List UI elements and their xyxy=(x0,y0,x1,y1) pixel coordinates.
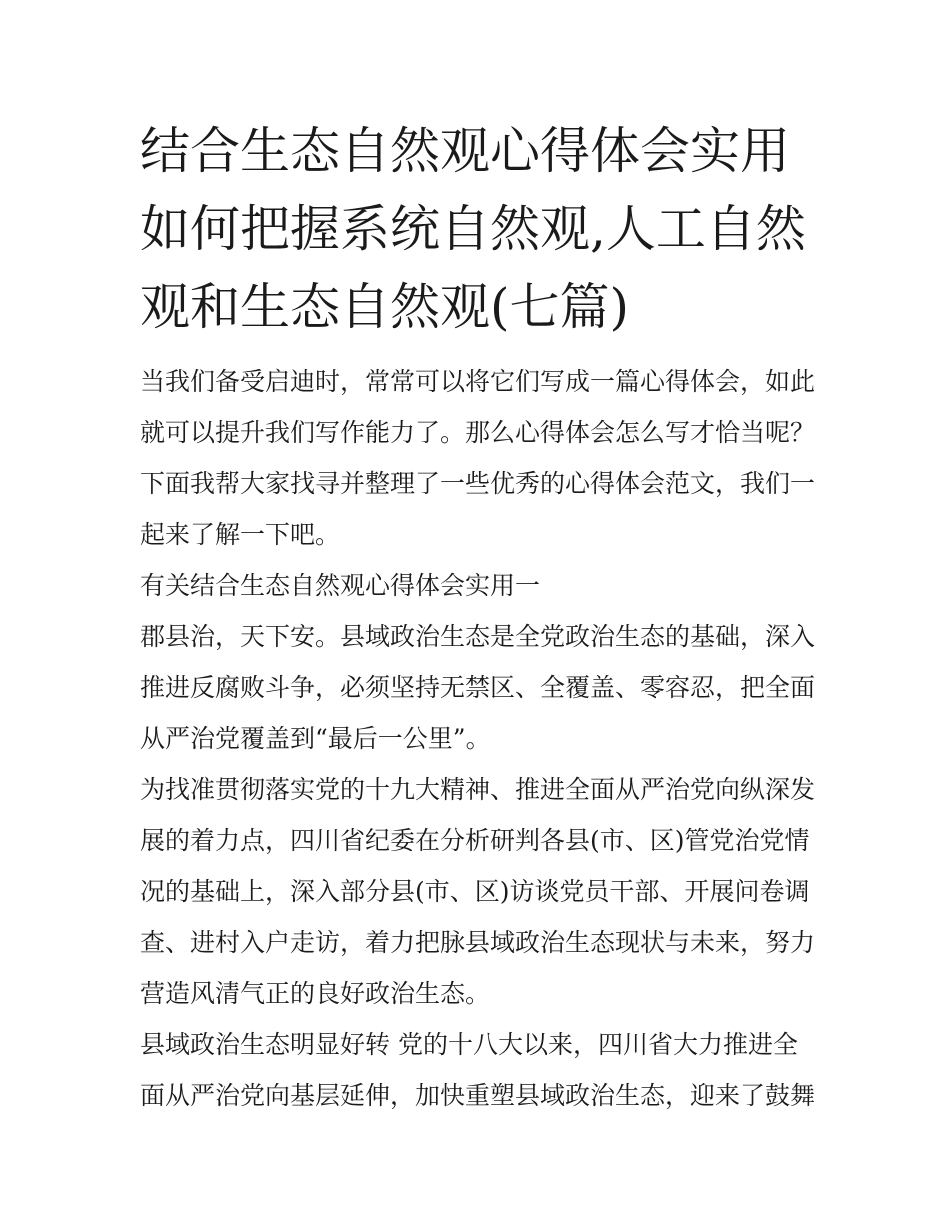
paragraph-2-line-2: 展的着力点，四川省纪委在分析研判各县(市、区)管党治党情 xyxy=(140,826,810,855)
paragraph-3-line-1: 县域政治生态明显好转 党的十八大以来，四川省大力推进全 xyxy=(140,1030,798,1059)
paragraph-1-line-2: 推进反腐败斗争，必须坚持无禁区、全覆盖、零容忍，把全面 xyxy=(140,673,816,702)
paragraph-intro-line-1: 当我们备受启迪时，常常可以将它们写成一篇心得体会，如此 xyxy=(140,367,816,396)
document-title xyxy=(140,112,820,346)
paragraph-2-line-1: 为找准贯彻落实党的十九大精神、推进全面从严治党向纵深发 xyxy=(140,775,816,804)
paragraph-2-line-4: 查、进村入户走访，着力把脉县域政治生态现状与未来，努力 xyxy=(140,928,816,957)
title-line-1: 结合生态自然观心得体会实用 xyxy=(140,122,790,180)
title-line-2: 如何把握系统自然观,人工自然 xyxy=(140,200,806,258)
paragraph-3-line-2: 面从严治党向基层延伸，加快重塑县域政治生态，迎来了鼓舞 xyxy=(140,1081,816,1110)
paragraph-intro-line-3: 下面我帮大家找寻并整理了一些优秀的心得体会范文，我们一 xyxy=(140,469,816,498)
paragraph-intro-line-2: 就可以提升我们写作能力了。那么心得体会怎么写才恰当呢？ xyxy=(140,418,816,447)
paragraph-1-line-3: 从严治党覆盖到“最后一公里”。 xyxy=(140,724,491,753)
paragraph-2-line-5: 营造风清气正的良好政治生态。 xyxy=(140,979,491,1008)
title-line-3: 观和生态自然观(七篇) xyxy=(140,278,630,336)
paragraph-intro-line-4: 起来了解一下吧。 xyxy=(140,520,341,549)
document-body xyxy=(140,356,820,1121)
paragraph-1-line-1: 郡县治，天下安。县域政治生态是全党政治生态的基础，深入 xyxy=(140,622,816,651)
paragraph-2-line-3: 况的基础上，深入部分县(市、区)访谈党员干部、开展问卷调 xyxy=(140,877,810,906)
section-heading: 有关结合生态自然观心得体会实用一 xyxy=(140,571,541,600)
